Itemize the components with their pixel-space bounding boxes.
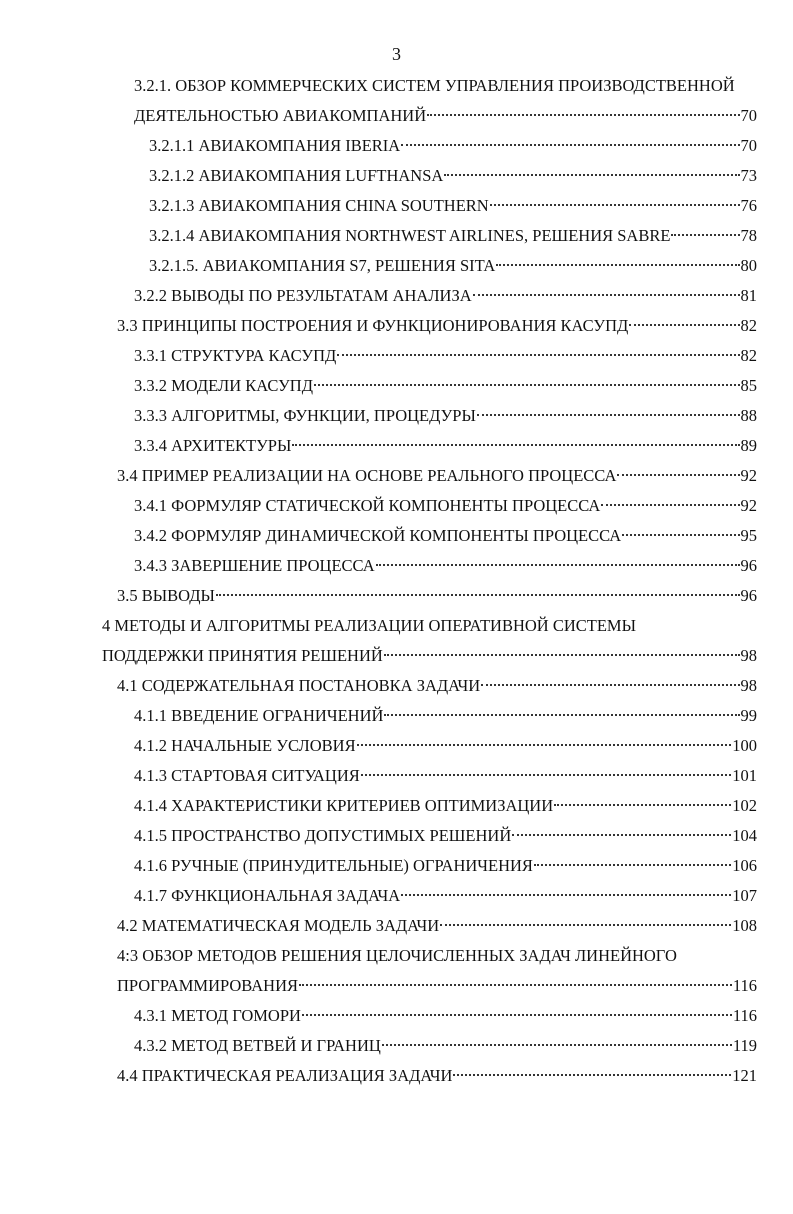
toc-entry: [117, 1064, 757, 1088]
toc-entry-title: 4.3.1 МЕТОД ГОМОРИ: [134, 1006, 301, 1025]
toc-entry-page: 101: [732, 766, 757, 785]
toc-entry-title: ДЕЯТЕЛЬНОСТЬЮ АВИАКОМПАНИЙ: [134, 106, 427, 125]
toc-entry: [134, 734, 757, 758]
toc-entry-page: 82: [740, 346, 757, 365]
toc-entry: [134, 704, 757, 728]
dot-leader: [440, 924, 731, 926]
toc-entry-page: 121: [732, 1066, 757, 1085]
dot-leader: [601, 504, 739, 506]
toc-entry-title: 3.5 ВЫВОДЫ: [117, 586, 215, 605]
toc-entry-page: 89: [740, 436, 757, 455]
dot-leader: [512, 834, 731, 836]
toc-entry: [117, 974, 757, 998]
dot-leader: [357, 744, 732, 746]
toc-entry: [134, 434, 757, 458]
dot-leader: [302, 1014, 732, 1016]
toc-entry-page: 70: [740, 136, 757, 155]
toc-entry-title: 4 МЕТОДЫ И АЛГОРИТМЫ РЕАЛИЗАЦИИ ОПЕРАТИВНОЙ СИСТЕМЫ: [102, 616, 636, 635]
toc-entry-title: 3.4.3 ЗАВЕРШЕНИЕ ПРОЦЕССА: [134, 556, 375, 575]
toc-entry-title: 4.1.3 СТАРТОВАЯ СИТУАЦИЯ: [134, 766, 360, 785]
toc-entry-title: 4.1 СОДЕРЖАТЕЛЬНАЯ ПОСТАНОВКА ЗАДАЧИ: [117, 676, 481, 695]
toc-entry-title: 4:3 ОБЗОР МЕТОДОВ РЕШЕНИЯ ЦЕЛОЧИСЛЕННЫХ ЗАДАЧ ЛИНЕЙНОГО: [117, 946, 677, 965]
toc-entry-title: 3.2.2 ВЫВОДЫ ПО РЕЗУЛЬТАТАМ АНАЛИЗА: [134, 286, 472, 305]
toc-entry: [134, 764, 757, 788]
dot-leader: [444, 174, 739, 176]
toc-entry-title: 4.1.5 ПРОСТРАНСТВО ДОПУСТИМЫХ РЕШЕНИЙ: [134, 826, 512, 845]
toc-entry: [134, 824, 757, 848]
dot-leader: [671, 234, 739, 236]
toc-entry: [117, 914, 757, 938]
toc-entry-title: 3.4.1 ФОРМУЛЯР СТАТИЧЕСКОЙ КОМПОНЕНТЫ ПРОЦЕССА: [134, 496, 601, 515]
toc-entry-page: 85: [740, 376, 757, 395]
dot-leader: [473, 294, 740, 296]
toc-entry: [134, 854, 757, 878]
dot-leader: [554, 804, 731, 806]
toc-entry-title: 4.3.2 МЕТОД ВЕТВЕЙ И ГРАНИЦ: [134, 1036, 381, 1055]
toc-entry-page: 96: [740, 586, 757, 605]
dot-leader: [401, 144, 739, 146]
dot-leader: [617, 474, 739, 476]
toc-entry: [149, 194, 757, 218]
toc-entry-title: 3.3.1 СТРУКТУРА КАСУПД: [134, 346, 337, 365]
dot-leader: [490, 204, 740, 206]
dot-leader: [299, 984, 732, 986]
toc-entry-page: 98: [740, 646, 757, 665]
toc-entry-title: 3.3 ПРИНЦИПЫ ПОСТРОЕНИЯ И ФУНКЦИОНИРОВАНИЯ КАСУПД: [117, 316, 629, 335]
toc-entry-title: 3.3.4 АРХИТЕКТУРЫ: [134, 436, 292, 455]
dot-leader: [477, 414, 740, 416]
toc-entry-page: 95: [740, 526, 757, 545]
toc-entry-page: 119: [732, 1036, 757, 1055]
toc-entry-page: 116: [732, 976, 757, 995]
toc-entry-title: 3.2.1. ОБЗОР КОММЕРЧЕСКИХ СИСТЕМ УПРАВЛЕНИЯ ПРОИЗВОДСТВЕННОЙ: [134, 76, 735, 95]
toc-entry: [117, 674, 757, 698]
toc-entry: [117, 464, 757, 488]
toc-entry-title: 4.1.6 РУЧНЫЕ (ПРИНУДИТЕЛЬНЫЕ) ОГРАНИЧЕНИЯ: [134, 856, 533, 875]
dot-leader: [481, 684, 739, 686]
dot-leader: [216, 594, 740, 596]
toc-entry-title: 4.1.4 ХАРАКТЕРИСТИКИ КРИТЕРИЕВ ОПТИМИЗАЦИИ: [134, 796, 554, 815]
toc-entry-page: 104: [732, 826, 757, 845]
toc-entry: [134, 284, 757, 308]
toc-entry-title: 4.1.7 ФУНКЦИОНАЛЬНАЯ ЗАДАЧА: [134, 886, 401, 905]
dot-leader: [314, 384, 740, 386]
toc-entry-page: 92: [740, 466, 757, 485]
toc-entry: [102, 644, 757, 668]
dot-leader: [292, 444, 739, 446]
toc-entry: [117, 314, 757, 338]
toc-entry-title: ПОДДЕРЖКИ ПРИНЯТИЯ РЕШЕНИЙ: [102, 646, 383, 665]
dot-leader: [361, 774, 731, 776]
toc-entry: [117, 584, 757, 608]
dot-leader: [376, 564, 740, 566]
toc-entry: [117, 944, 735, 968]
toc-entry-page: 99: [740, 706, 757, 725]
dot-leader: [453, 1074, 731, 1076]
toc-entry-page: 100: [732, 736, 757, 755]
toc-entry-title: 4.1.1 ВВЕДЕНИЕ ОГРАНИЧЕНИЙ: [134, 706, 384, 725]
toc-entry: [134, 494, 757, 518]
toc-entry-page: 76: [740, 196, 757, 215]
toc-entry-title: 3.2.1.5. АВИАКОМПАНИЯ S7, РЕШЕНИЯ SITA: [149, 256, 496, 275]
toc-entry-page: 108: [732, 916, 757, 935]
dot-leader: [337, 354, 739, 356]
dot-leader: [496, 264, 739, 266]
toc-entry-page: 92: [740, 496, 757, 515]
dot-leader: [384, 714, 739, 716]
toc-entry: [134, 554, 757, 578]
toc-entry: [134, 374, 757, 398]
toc-entry-title: 4.1.2 НАЧАЛЬНЫЕ УСЛОВИЯ: [134, 736, 356, 755]
toc-entry-title: ПРОГРАММИРОВАНИЯ: [117, 976, 299, 995]
toc-entry: [149, 224, 757, 248]
dot-leader: [622, 534, 739, 536]
toc-entry-page: 107: [732, 886, 757, 905]
dot-leader: [401, 894, 731, 896]
toc-entry-page: 106: [732, 856, 757, 875]
toc-entry-title: 3.2.1.2 АВИАКОМПАНИЯ LUFTHANSA: [149, 166, 444, 185]
toc-entry-title: 3.2.1.3 АВИАКОМПАНИЯ CHINA SOUTHERN: [149, 196, 489, 215]
dot-leader: [629, 324, 739, 326]
toc-entry-title: 3.2.1.1 АВИАКОМПАНИЯ IBERIA: [149, 136, 401, 155]
toc-entry: [134, 1004, 757, 1028]
toc-entry-page: 88: [740, 406, 757, 425]
toc-entry-title: 3.3.3 АЛГОРИТМЫ, ФУНКЦИИ, ПРОЦЕДУРЫ: [134, 406, 476, 425]
toc-entry-title: 3.3.2 МОДЕЛИ КАСУПД: [134, 376, 313, 395]
dot-leader: [427, 114, 739, 116]
dot-leader: [534, 864, 731, 866]
toc-entry: [134, 794, 757, 818]
page-number: 3: [392, 44, 401, 64]
toc-entry: [134, 104, 757, 128]
toc-entry-page: 82: [740, 316, 757, 335]
toc-entry-title: 3.4.2 ФОРМУЛЯР ДИНАМИЧЕСКОЙ КОМПОНЕНТЫ ПРОЦЕССА: [134, 526, 622, 545]
toc-entry-page: 96: [740, 556, 757, 575]
toc-entry: [149, 254, 757, 278]
dot-leader: [382, 1044, 732, 1046]
toc-entry-title: 3.2.1.4 АВИАКОМПАНИЯ NORTHWEST AIRLINES, РЕШЕНИЯ SABRE: [149, 226, 671, 245]
toc-entry: [134, 344, 757, 368]
toc-entry: [134, 524, 757, 548]
toc-entry: [149, 134, 757, 158]
toc-entry: [134, 884, 757, 908]
toc-entry-page: 98: [740, 676, 757, 695]
toc-entry-page: 102: [732, 796, 757, 815]
toc-entry: [149, 164, 757, 188]
dot-leader: [384, 654, 740, 656]
toc-entry-title: 4.4 ПРАКТИЧЕСКАЯ РЕАЛИЗАЦИЯ ЗАДАЧИ: [117, 1066, 453, 1085]
toc-entry-page: 81: [740, 286, 757, 305]
toc-entry-page: 80: [740, 256, 757, 275]
toc-entry-page: 116: [732, 1006, 757, 1025]
toc-entry-page: 70: [740, 106, 757, 125]
toc-entry-title: 3.4 ПРИМЕР РЕАЛИЗАЦИИ НА ОСНОВЕ РЕАЛЬНОГО ПРОЦЕССА: [117, 466, 617, 485]
toc-entry-page: 78: [740, 226, 757, 245]
toc-entry-page: 73: [740, 166, 757, 185]
toc-entry-title: 4.2 МАТЕМАТИЧЕСКАЯ МОДЕЛЬ ЗАДАЧИ: [117, 916, 440, 935]
toc-entry: [134, 1034, 757, 1058]
toc-entry: [134, 404, 757, 428]
toc-entry: [134, 74, 735, 98]
toc-entry: [102, 614, 735, 638]
